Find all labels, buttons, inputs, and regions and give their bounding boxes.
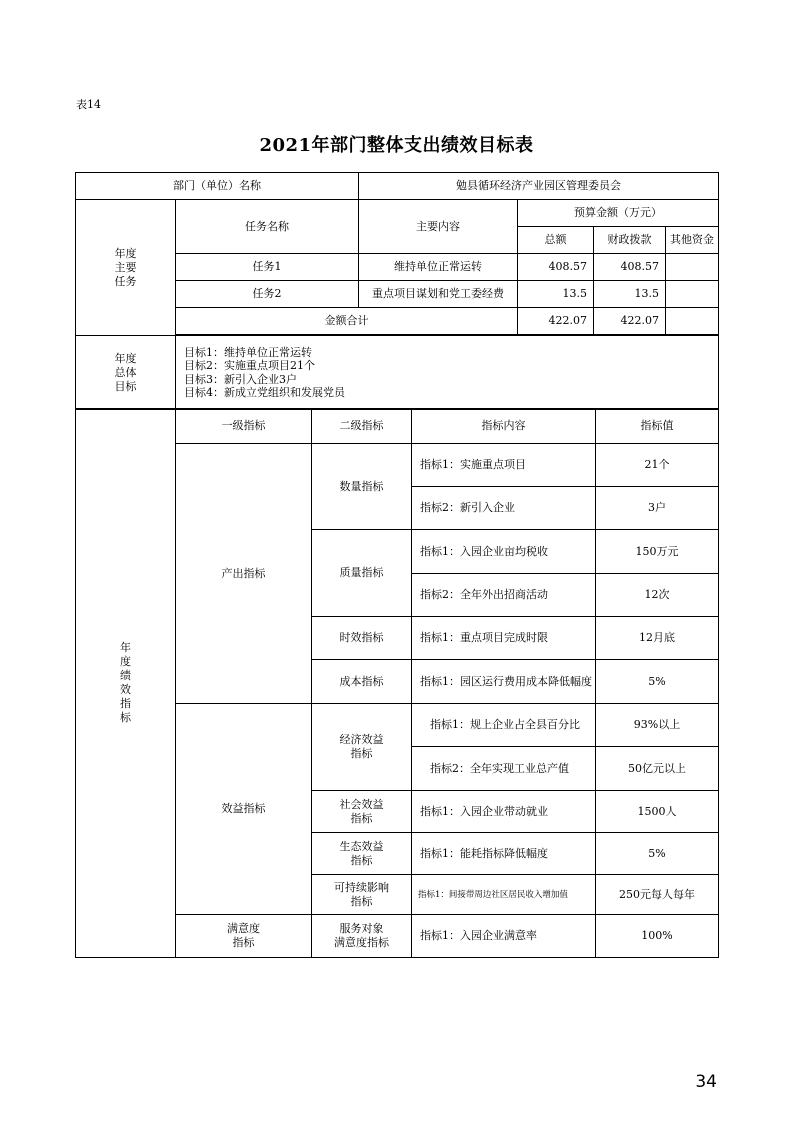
indicator-value: 12次 [596, 574, 719, 617]
other-funds-header: 其他资金 [666, 227, 719, 254]
budget-table [75, 172, 719, 410]
level2-header: 二级指标 [312, 409, 412, 444]
indicator-content: 指标1：规上企业占全县百分比 [412, 704, 596, 747]
table-label: 表14 [76, 98, 101, 111]
indicator-content: 指标2：全年实现工业总产值 [412, 747, 596, 791]
quality-indicators: 质量指标 [312, 530, 412, 617]
ecological-benefit-indicators: 生态效益 指标 [312, 833, 412, 875]
indicator-content: 指标1：实施重点项目 [412, 444, 596, 487]
indicator-value: 3户 [596, 487, 719, 530]
indicator-value: 100% [596, 915, 719, 958]
indicator-content: 指标2：全年外出招商活动 [412, 574, 596, 617]
indicator-content: 指标1：入园企业亩均税收 [412, 530, 596, 574]
task-total: 408.57 [518, 254, 594, 281]
task-content: 维持单位正常运转 [359, 254, 518, 281]
task-name-header: 任务名称 [176, 200, 359, 254]
department-name: 勉县循环经济产业园区管理委员会 [359, 173, 719, 200]
value-header: 指标值 [596, 409, 719, 444]
task-other [666, 254, 719, 281]
indicator-content: 指标1：重点项目完成时限 [412, 617, 596, 660]
sum-label: 金额合计 [176, 308, 518, 335]
content-header: 指标内容 [412, 409, 596, 444]
task-name: 任务1 [176, 254, 359, 281]
sustainable-impact-indicators: 可持续影响 指标 [312, 875, 412, 915]
task-fiscal: 13.5 [594, 281, 666, 308]
page-number: 34 [695, 1072, 717, 1092]
task-fiscal: 408.57 [594, 254, 666, 281]
indicator-value: 12月底 [596, 617, 719, 660]
indicator-content: 指标1：入园企业满意率 [412, 915, 596, 958]
indicator-value: 50亿元以上 [596, 747, 719, 791]
indicator-value: 5% [596, 660, 719, 704]
department-label: 部门（单位）名称 [76, 173, 359, 200]
performance-table [75, 408, 719, 958]
sum-fiscal: 422.07 [594, 308, 666, 335]
task-total: 13.5 [518, 281, 594, 308]
indicator-content: 指标1：间接带周边社区居民收入增加值 [412, 875, 596, 915]
sum-other [666, 308, 719, 335]
output-indicators: 产出指标 [176, 444, 312, 704]
budget-amount-header: 预算金额（万元） [518, 200, 719, 227]
indicator-value: 1500人 [596, 791, 719, 833]
sum-total: 422.07 [518, 308, 594, 335]
goal-item: 目标4：新成立党组织和发展党员 [184, 386, 345, 399]
overall-goals-section: 年度 总体 目标 [76, 336, 176, 410]
timeliness-indicators: 时效指标 [312, 617, 412, 660]
level1-header: 一级指标 [176, 409, 312, 444]
task-content: 重点项目谋划和党工委经费 [359, 281, 518, 308]
social-benefit-indicators: 社会效益 指标 [312, 791, 412, 833]
indicator-content: 指标1：入园企业带动就业 [412, 791, 596, 833]
main-content-header: 主要内容 [359, 200, 518, 254]
performance-section: 年 度 绩 效 指 标 [76, 409, 176, 958]
indicator-value: 150万元 [596, 530, 719, 574]
indicator-value: 93%以上 [596, 704, 719, 747]
indicator-value: 5% [596, 833, 719, 875]
task-name: 任务2 [176, 281, 359, 308]
indicator-content: 指标1：能耗指标降低幅度 [412, 833, 596, 875]
benefit-indicators: 效益指标 [176, 704, 312, 915]
goal-item: 目标1：维持单位正常运转 [184, 345, 312, 359]
overall-goals-list [176, 336, 719, 410]
task-other [666, 281, 719, 308]
goal-item: 目标3：新引入企业3户 [184, 372, 297, 386]
goal-item: 目标2：实施重点项目21个 [184, 359, 315, 372]
annual-tasks-section: 年度 主要 任务 [76, 200, 176, 336]
satisfaction-indicators: 满意度 指标 [176, 915, 312, 958]
indicator-content: 指标1：园区运行费用成本降低幅度 [412, 660, 596, 704]
page-title: 2021年部门整体支出绩效目标表 [259, 135, 534, 156]
economic-benefit-indicators: 经济效益 指标 [312, 704, 412, 791]
service-satisfaction-indicators: 服务对象 满意度指标 [312, 915, 412, 958]
cost-indicators: 成本指标 [312, 660, 412, 704]
indicator-value: 21个 [596, 444, 719, 487]
indicator-content: 指标2：新引入企业 [412, 487, 596, 530]
fiscal-header: 财政拨款 [594, 227, 666, 254]
quantity-indicators: 数量指标 [312, 444, 412, 530]
indicator-value: 250元每人每年 [596, 875, 719, 915]
total-header: 总额 [518, 227, 594, 254]
